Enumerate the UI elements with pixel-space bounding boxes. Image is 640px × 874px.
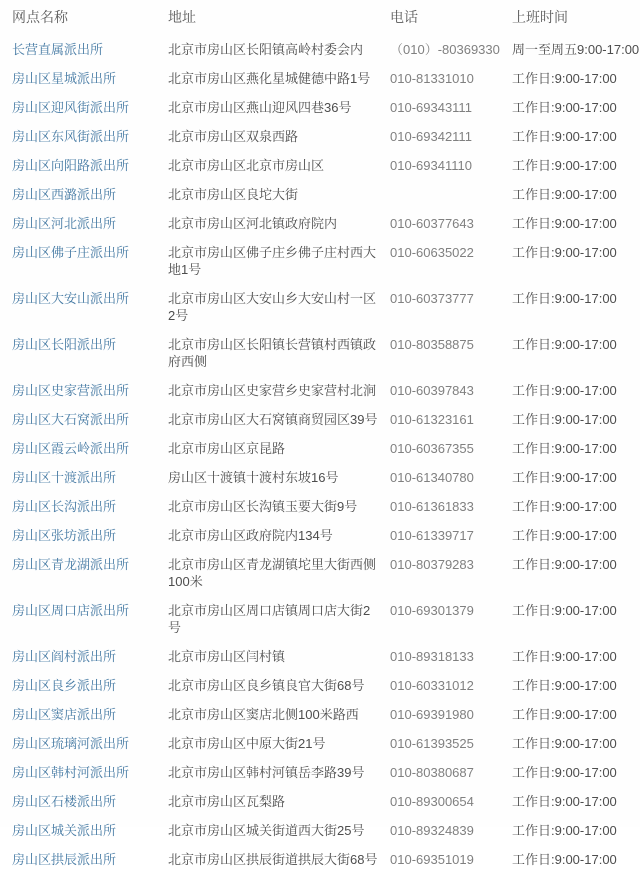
table-row — [0, 521, 640, 550]
table-row — [0, 463, 640, 492]
branch-address: 北京市房山区燕山迎风四巷36号 — [168, 100, 352, 115]
table-row — [0, 816, 640, 845]
branch-address: 北京市房山区史家营乡史家营村北涧 — [168, 383, 377, 398]
branch-name-link[interactable]: 房山区迎风街派出所 — [12, 100, 130, 115]
branch-hours: 工作日:9:00-17:00 — [512, 337, 617, 352]
branch-phone: 010-60635022 — [390, 245, 474, 260]
table-row — [0, 376, 640, 405]
branch-phone: 010-60367355 — [390, 441, 474, 456]
branch-address: 北京市房山区周口店镇周口店大街2号 — [168, 603, 371, 635]
branch-name-link[interactable]: 房山区东风街派出所 — [12, 129, 130, 144]
header-branch-name: 网点名称 — [12, 9, 68, 25]
branch-hours: 工作日:9:00-17:00 — [512, 383, 617, 398]
branch-phone: 010-69301379 — [390, 603, 474, 618]
branch-address: 房山区十渡镇十渡村东坡16号 — [168, 470, 339, 485]
branch-hours: 工作日:9:00-17:00 — [512, 441, 617, 456]
branch-phone: 010-69351019 — [390, 852, 474, 867]
table-row — [0, 671, 640, 700]
table-row — [0, 758, 640, 787]
branch-phone: （010）-80369330 — [390, 42, 500, 57]
branch-phone: 010-61340780 — [390, 470, 474, 485]
branch-address: 北京市房山区北京市房山区 — [168, 158, 325, 173]
branch-name-link[interactable]: 房山区韩村河派出所 — [12, 765, 130, 780]
header-hours: 上班时间 — [512, 9, 568, 25]
branch-address: 北京市房山区拱辰街道拱辰大街68号 — [168, 852, 378, 867]
branch-hours: 工作日:9:00-17:00 — [512, 412, 617, 427]
branch-hours: 工作日:9:00-17:00 — [512, 678, 617, 693]
table-row — [0, 596, 640, 642]
branch-hours: 工作日:9:00-17:00 — [512, 765, 617, 780]
branch-phone — [390, 180, 512, 209]
branch-name-link[interactable]: 房山区河北派出所 — [12, 216, 117, 231]
table-row — [0, 64, 640, 93]
table-body — [0, 35, 640, 874]
branch-name-link[interactable]: 房山区向阳路派出所 — [12, 158, 130, 173]
branch-address: 北京市房山区中原大街21号 — [168, 736, 326, 751]
branch-hours: 工作日:9:00-17:00 — [512, 71, 617, 86]
branch-address: 北京市房山区韩村河镇岳李路39号 — [168, 765, 365, 780]
table-row — [0, 151, 640, 180]
table-row — [0, 180, 640, 209]
branch-name-link[interactable]: 房山区长阳派出所 — [12, 337, 117, 352]
branch-phone: 010-61361833 — [390, 499, 474, 514]
branch-hours: 工作日:9:00-17:00 — [512, 794, 617, 809]
branch-name-link[interactable]: 房山区十渡派出所 — [12, 470, 117, 485]
branch-hours: 工作日:9:00-17:00 — [512, 707, 617, 722]
branch-address: 北京市房山区大安山乡大安山村一区2号 — [168, 291, 377, 323]
branch-phone: 010-89300654 — [390, 794, 474, 809]
branch-hours: 周一至周五9:00-17:00 — [512, 42, 640, 57]
branch-address: 北京市房山区良乡镇良官大街68号 — [168, 678, 365, 693]
table-row — [0, 405, 640, 434]
branch-phone: 010-80380687 — [390, 765, 474, 780]
branch-name-link[interactable]: 房山区良乡派出所 — [12, 678, 117, 693]
branch-name-link[interactable]: 房山区大石窝派出所 — [12, 412, 130, 427]
table-header-row — [0, 0, 640, 35]
table-row — [0, 700, 640, 729]
branch-address: 北京市房山区长阳镇长营镇村西镇政府西侧 — [168, 337, 377, 369]
branch-phone: 010-60373777 — [390, 291, 474, 306]
table-row — [0, 787, 640, 816]
branch-hours: 工作日:9:00-17:00 — [512, 649, 617, 664]
branch-name-link[interactable]: 房山区琉璃河派出所 — [12, 736, 130, 751]
branch-phone: 010-69343111 — [390, 100, 472, 115]
branch-hours: 工作日:9:00-17:00 — [512, 470, 617, 485]
branch-phone: 010-69391980 — [390, 707, 474, 722]
branch-name-link[interactable]: 房山区窦店派出所 — [12, 707, 117, 722]
branch-hours: 工作日:9:00-17:00 — [512, 499, 617, 514]
branch-name-link[interactable]: 房山区城关派出所 — [12, 823, 117, 838]
branch-hours: 工作日:9:00-17:00 — [512, 852, 617, 867]
branch-hours: 工作日:9:00-17:00 — [512, 557, 617, 572]
branch-hours: 工作日:9:00-17:00 — [512, 158, 617, 173]
table-row — [0, 492, 640, 521]
branch-address: 北京市房山区窦店北侧100米路西 — [168, 707, 359, 722]
branch-address: 北京市房山区瓦梨路 — [168, 794, 286, 809]
branch-address: 北京市房山区闫村镇 — [168, 649, 286, 664]
branch-name-link[interactable]: 房山区拱辰派出所 — [12, 852, 117, 867]
branch-address: 北京市房山区政府院内134号 — [168, 528, 333, 543]
branch-name-link[interactable]: 房山区史家营派出所 — [12, 383, 130, 398]
branch-address: 北京市房山区河北镇政府院内 — [168, 216, 338, 231]
branch-name-link[interactable]: 房山区阎村派出所 — [12, 649, 117, 664]
branch-phone: 010-61323161 — [390, 412, 474, 427]
branch-name-link[interactable]: 房山区石楼派出所 — [12, 794, 117, 809]
branch-name-link[interactable]: 房山区霞云岭派出所 — [12, 441, 130, 456]
table-row — [0, 330, 640, 376]
table-row — [0, 238, 640, 284]
branch-phone: 010-80379283 — [390, 557, 474, 572]
branch-name-link[interactable]: 房山区长沟派出所 — [12, 499, 117, 514]
branch-hours: 工作日:9:00-17:00 — [512, 528, 617, 543]
branch-hours: 工作日:9:00-17:00 — [512, 100, 617, 115]
table-row — [0, 93, 640, 122]
branch-phone: 010-69342111 — [390, 129, 472, 144]
branch-name-link[interactable]: 房山区星城派出所 — [12, 71, 117, 86]
branch-phone: 010-69341110 — [390, 158, 472, 173]
branch-name-link[interactable]: 房山区西潞派出所 — [12, 187, 117, 202]
branch-address: 北京市房山区燕化星城健德中路1号 — [168, 71, 371, 86]
table-row — [0, 845, 640, 874]
branch-name-link[interactable]: 房山区佛子庄派出所 — [12, 245, 130, 260]
branch-address: 北京市房山区双泉西路 — [168, 129, 299, 144]
branch-hours: 工作日:9:00-17:00 — [512, 603, 617, 618]
branch-address: 北京市房山区良坨大街 — [168, 187, 299, 202]
branch-hours: 工作日:9:00-17:00 — [512, 129, 617, 144]
branch-phone: 010-80358875 — [390, 337, 474, 352]
branch-address: 北京市房山区京昆路 — [168, 441, 286, 456]
branch-name-link[interactable]: 房山区张坊派出所 — [12, 528, 117, 543]
branch-name-link[interactable]: 房山区青龙湖派出所 — [12, 557, 130, 572]
branch-name-link[interactable]: 房山区周口店派出所 — [12, 603, 130, 618]
table-row — [0, 550, 640, 596]
table-row — [0, 729, 640, 758]
table-row — [0, 209, 640, 238]
branch-hours: 工作日:9:00-17:00 — [512, 291, 617, 306]
branch-phone: 010-89324839 — [390, 823, 474, 838]
branch-address: 北京市房山区城关街道西大街25号 — [168, 823, 365, 838]
branch-address: 北京市房山区青龙湖镇坨里大街西侧100米 — [168, 557, 377, 589]
table-row — [0, 642, 640, 671]
branch-hours: 工作日:9:00-17:00 — [512, 187, 617, 202]
branch-phone: 010-61393525 — [390, 736, 474, 751]
branch-phone: 010-60377643 — [390, 216, 474, 231]
branch-address: 北京市房山区长阳镇高岭村委会内 — [168, 42, 364, 57]
branch-address: 北京市房山区佛子庄乡佛子庄村西大地1号 — [168, 245, 377, 277]
branch-hours: 工作日:9:00-17:00 — [512, 736, 617, 751]
branch-hours: 工作日:9:00-17:00 — [512, 823, 617, 838]
branch-name-link[interactable]: 长营直属派出所 — [12, 42, 104, 57]
branch-address: 北京市房山区大石窝镇商贸园区39号 — [168, 412, 378, 427]
header-address: 地址 — [168, 9, 196, 25]
branch-hours: 工作日:9:00-17:00 — [512, 245, 617, 260]
branch-phone: 010-60331012 — [390, 678, 474, 693]
table-row — [0, 434, 640, 463]
header-phone: 电话 — [390, 9, 418, 25]
branch-phone: 010-61339717 — [390, 528, 474, 543]
branch-hours: 工作日:9:00-17:00 — [512, 216, 617, 231]
table-row — [0, 122, 640, 151]
branch-phone: 010-81331010 — [390, 71, 474, 86]
branch-name-link[interactable]: 房山区大安山派出所 — [12, 291, 130, 306]
table-row — [0, 35, 640, 64]
branch-address: 北京市房山区长沟镇玉要大街9号 — [168, 499, 358, 514]
branch-phone: 010-60397843 — [390, 383, 474, 398]
branch-phone: 010-89318133 — [390, 649, 474, 664]
table-row — [0, 284, 640, 330]
